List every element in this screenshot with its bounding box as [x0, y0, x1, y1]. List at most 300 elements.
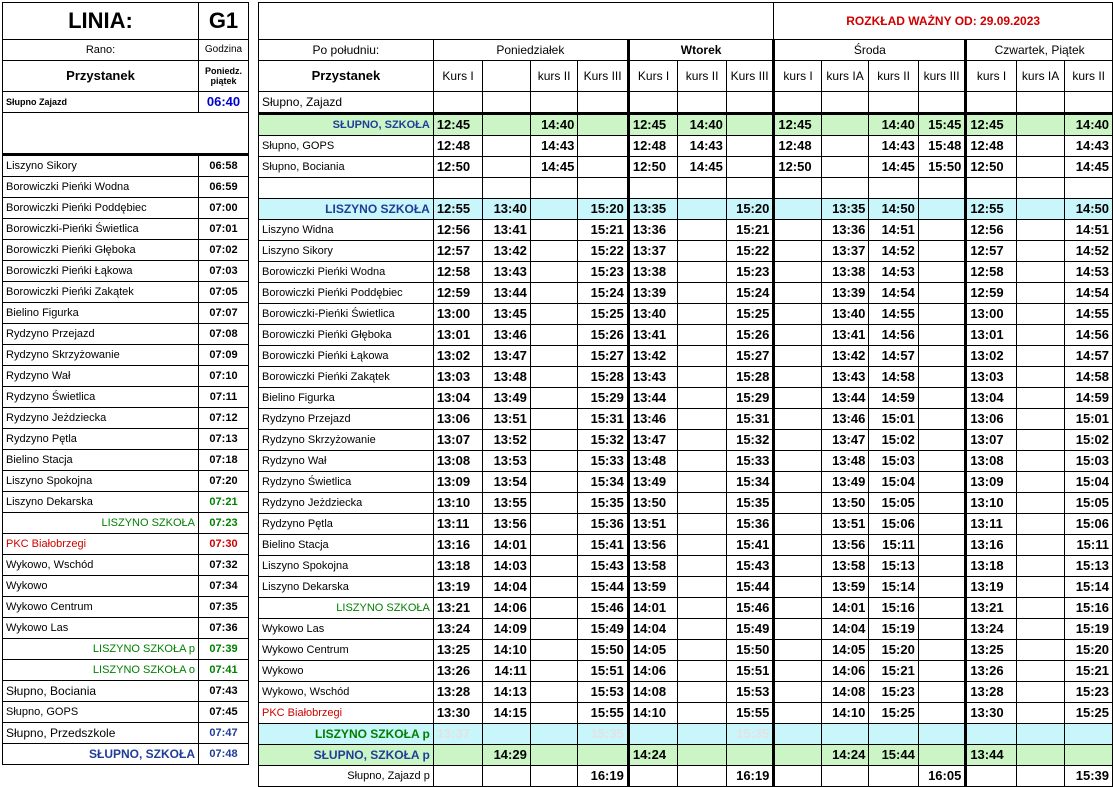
time-cell [821, 724, 868, 745]
time-cell: 13:07 [966, 430, 1017, 451]
time-cell: 13:40 [821, 304, 868, 325]
time-cell [678, 493, 727, 514]
left-row [3, 534, 249, 555]
time-cell: 14:55 [869, 304, 919, 325]
time-cell: 14:05 [821, 640, 868, 661]
time-cell: 13:21 [966, 598, 1017, 619]
time-cell [678, 577, 727, 598]
stop-name: LISZYNO SZKOŁA [259, 598, 434, 619]
time-cell: 15:25 [1065, 703, 1113, 724]
stop-name: Borowiczki Pieńki Poddębiec [259, 283, 434, 304]
time-cell: 14:10 [483, 640, 530, 661]
stop-name: Rydzyno Jeżdziecka [259, 493, 434, 514]
time-cell [918, 556, 965, 577]
time-cell: 12:48 [966, 136, 1017, 157]
time-cell [678, 703, 727, 724]
time-cell: 15:50 [918, 157, 965, 178]
time-cell [774, 283, 821, 304]
time-cell [774, 472, 821, 493]
stop-time: 06:59 [199, 177, 249, 198]
time-cell: 12:48 [628, 136, 678, 157]
time-cell [1016, 92, 1065, 114]
time-cell: 13:51 [628, 514, 678, 535]
stop-name: Borowiczki-Pieńki Świetlica [259, 304, 434, 325]
left-row [3, 219, 249, 240]
time-cell: 15:04 [869, 472, 919, 493]
time-cell [433, 178, 483, 199]
time-cell [966, 724, 1017, 745]
time-cell: 13:47 [628, 430, 678, 451]
time-cell: 13:44 [483, 283, 530, 304]
time-cell: 13:43 [628, 367, 678, 388]
time-cell: 12:48 [433, 136, 483, 157]
time-cell: 15:44 [726, 577, 773, 598]
time-cell [1016, 766, 1065, 787]
time-cell: 13:59 [821, 577, 868, 598]
time-cell: 13:46 [821, 409, 868, 430]
time-cell [1016, 367, 1065, 388]
time-cell: 14:57 [1065, 346, 1113, 367]
time-cell: 14:43 [869, 136, 919, 157]
time-cell [1016, 703, 1065, 724]
time-cell [1016, 745, 1065, 766]
time-cell: 12:57 [433, 241, 483, 262]
stop-name: Wykowo Las [259, 619, 434, 640]
time-cell [678, 262, 727, 283]
time-cell [918, 535, 965, 556]
time-cell [530, 241, 577, 262]
time-cell: 15:27 [578, 346, 629, 367]
time-cell [774, 577, 821, 598]
time-cell: 15:44 [869, 745, 919, 766]
time-cell: 13:36 [628, 220, 678, 241]
time-cell [774, 92, 821, 114]
time-cell: 15:16 [869, 598, 919, 619]
time-cell [1016, 136, 1065, 157]
stop-name: Słupno, GOPS [259, 136, 434, 157]
time-cell [1065, 724, 1113, 745]
left-row [3, 92, 249, 113]
time-cell: 13:41 [821, 325, 868, 346]
time-cell: 14:57 [869, 346, 919, 367]
time-cell: 13:35 [821, 199, 868, 220]
stop-name [259, 178, 434, 199]
time-cell: 14:50 [869, 199, 919, 220]
stop-time: 07:08 [199, 324, 249, 345]
stop-name: Bielino Stacja [259, 535, 434, 556]
time-cell: 15:35 [578, 493, 629, 514]
time-cell: 14:10 [628, 703, 678, 724]
time-cell [678, 241, 727, 262]
time-cell [483, 136, 530, 157]
time-cell: 13:26 [433, 661, 483, 682]
time-cell: 14:10 [821, 703, 868, 724]
time-cell: 14:09 [483, 619, 530, 640]
stop-time: 07:47 [199, 723, 249, 744]
time-cell [821, 766, 868, 787]
time-cell: 15:01 [869, 409, 919, 430]
afternoon-timetable [258, 2, 1113, 787]
right-row [259, 40, 1113, 61]
time-cell: 15:45 [918, 114, 965, 136]
time-cell [530, 682, 577, 703]
time-cell: 14:59 [869, 388, 919, 409]
time-cell: 13:39 [821, 283, 868, 304]
time-cell: 13:58 [821, 556, 868, 577]
time-cell: 13:44 [966, 745, 1017, 766]
time-cell [433, 766, 483, 787]
time-cell [1016, 598, 1065, 619]
time-cell: 15:03 [1065, 451, 1113, 472]
time-cell: 13:18 [966, 556, 1017, 577]
time-cell: 15:19 [869, 619, 919, 640]
time-cell [530, 661, 577, 682]
time-cell: 15:36 [578, 514, 629, 535]
time-cell: 15:20 [869, 640, 919, 661]
time-cell: 13:38 [821, 262, 868, 283]
time-cell: 12:45 [433, 114, 483, 136]
kurs-header: kurs IA [821, 61, 868, 92]
time-cell [433, 92, 483, 114]
left-row [3, 177, 249, 198]
time-cell [774, 367, 821, 388]
time-cell [918, 703, 965, 724]
day-header: Wtorek [628, 40, 774, 61]
time-cell [1016, 325, 1065, 346]
time-cell [530, 619, 577, 640]
kurs-header: kurs II [869, 61, 919, 92]
time-cell [774, 598, 821, 619]
stop-time: 07:20 [199, 471, 249, 492]
time-cell: 14:40 [530, 114, 577, 136]
time-cell: 13:48 [483, 367, 530, 388]
time-cell [1016, 346, 1065, 367]
time-cell: 13:39 [628, 283, 678, 304]
time-cell [966, 766, 1017, 787]
time-cell: 14:11 [483, 661, 530, 682]
time-cell [678, 92, 727, 114]
time-cell: 12:58 [966, 262, 1017, 283]
time-cell: 14:24 [628, 745, 678, 766]
time-cell: 14:50 [1065, 199, 1113, 220]
left-row [3, 408, 249, 429]
time-cell: 13:26 [966, 661, 1017, 682]
time-cell [1016, 241, 1065, 262]
stop-name: LISZYNO SZKOŁA p [259, 724, 434, 745]
left-row [3, 198, 249, 219]
stop-time: 07:12 [199, 408, 249, 429]
time-cell [774, 409, 821, 430]
time-cell [774, 661, 821, 682]
kurs-header: Kurs III [578, 61, 629, 92]
stop-name: Rydzyno Świetlica [259, 472, 434, 493]
stop-time: 07:35 [199, 597, 249, 618]
time-cell: 13:53 [483, 451, 530, 472]
time-cell [483, 92, 530, 114]
time-cell: 13:52 [483, 430, 530, 451]
left-row [3, 61, 249, 92]
time-cell: 15:29 [578, 388, 629, 409]
time-cell: 12:59 [433, 283, 483, 304]
time-cell: 15:19 [1065, 619, 1113, 640]
time-cell: 15:11 [1065, 535, 1113, 556]
time-cell [628, 178, 678, 199]
time-cell [1016, 682, 1065, 703]
time-cell [530, 220, 577, 241]
stop-name: Rydzyno Przejazd [3, 324, 199, 345]
time-cell [1016, 451, 1065, 472]
first-stop-name: Słupno, Zajazd [259, 92, 434, 114]
time-cell: 14:08 [821, 682, 868, 703]
time-cell [530, 556, 577, 577]
time-cell: 15:26 [726, 325, 773, 346]
time-cell: 15:32 [726, 430, 773, 451]
time-cell: 13:48 [628, 451, 678, 472]
time-cell: 13:50 [821, 493, 868, 514]
time-cell: 13:21 [433, 598, 483, 619]
time-cell: 15:14 [1065, 577, 1113, 598]
time-cell [530, 283, 577, 304]
time-cell: 14:06 [821, 661, 868, 682]
right-row [259, 283, 1113, 304]
time-cell [774, 514, 821, 535]
time-cell [869, 178, 919, 199]
stop-time: 07:00 [199, 198, 249, 219]
right-row [259, 241, 1113, 262]
time-cell: 13:49 [628, 472, 678, 493]
time-cell: 15:33 [726, 451, 773, 472]
stop-name: Borowiczki-Pieńki Świetlica [3, 219, 199, 240]
stop-name: LISZYNO SZKOŁA p [3, 639, 199, 660]
kurs-header: kurs II [530, 61, 577, 92]
time-cell: 12:45 [966, 114, 1017, 136]
stop-name: Liszyno Dekarska [259, 577, 434, 598]
stop-name: Rydzyno Przejazd [259, 409, 434, 430]
time-cell: 15:23 [726, 262, 773, 283]
stop-time: 07:18 [199, 450, 249, 471]
stop-name: PKC Białobrzegi [3, 534, 199, 555]
time-cell: 14:45 [530, 157, 577, 178]
time-cell [1016, 619, 1065, 640]
time-cell: 13:02 [433, 346, 483, 367]
left-row [3, 324, 249, 345]
stop-name: Wykowo, Wschód [3, 555, 199, 576]
time-cell [530, 367, 577, 388]
time-cell: 13:40 [483, 199, 530, 220]
time-cell: 15:46 [578, 598, 629, 619]
time-cell [1016, 409, 1065, 430]
right-row [259, 682, 1113, 703]
time-cell [774, 682, 821, 703]
time-cell: 13:40 [628, 304, 678, 325]
time-cell [774, 262, 821, 283]
stop-name: Borowiczki Pieńki Łąkowa [3, 261, 199, 282]
time-cell: 15:51 [726, 661, 773, 682]
time-cell [918, 283, 965, 304]
time-cell: 13:16 [433, 535, 483, 556]
time-cell: 13:50 [628, 493, 678, 514]
time-cell: 13:11 [433, 514, 483, 535]
stop-time: 07:13 [199, 429, 249, 450]
time-cell [774, 556, 821, 577]
stop-name: Borowiczki Pieńki Zakątek [259, 367, 434, 388]
left-row [3, 387, 249, 408]
stop-time: 07:30 [199, 534, 249, 555]
time-cell [774, 241, 821, 262]
time-cell [678, 598, 727, 619]
stop-name: Rydzyno Świetlica [3, 387, 199, 408]
stop-time: 07:05 [199, 282, 249, 303]
time-cell: 15:53 [578, 682, 629, 703]
day-header: Czwartek, Piątek [966, 40, 1113, 61]
stop-time: 07:03 [199, 261, 249, 282]
time-cell: 13:36 [821, 220, 868, 241]
time-cell: 15:43 [726, 556, 773, 577]
time-cell: 15:41 [726, 535, 773, 556]
right-row [259, 157, 1113, 178]
stop-time: 07:41 [199, 660, 249, 681]
time-cell [918, 325, 965, 346]
time-cell [918, 367, 965, 388]
time-cell: 14:01 [483, 535, 530, 556]
time-cell [918, 92, 965, 114]
right-row [259, 304, 1113, 325]
time-cell [628, 724, 678, 745]
kurs-header: kurs I [966, 61, 1017, 92]
time-cell [869, 92, 919, 114]
time-cell: 13:38 [628, 262, 678, 283]
time-cell [774, 493, 821, 514]
spacer-cell [3, 113, 249, 155]
time-cell [1016, 178, 1065, 199]
time-cell: 13:10 [433, 493, 483, 514]
time-cell: 15:27 [726, 346, 773, 367]
stop-name: Rydzyno Pętla [3, 429, 199, 450]
time-cell [678, 220, 727, 241]
time-cell: 15:06 [869, 514, 919, 535]
time-cell: 15:36 [726, 514, 773, 535]
kurs-header: Kurs I [433, 61, 483, 92]
time-cell [774, 430, 821, 451]
time-cell: 14:06 [628, 661, 678, 682]
time-cell: 14:45 [869, 157, 919, 178]
time-cell: 13:08 [966, 451, 1017, 472]
time-cell [530, 199, 577, 220]
right-row [259, 92, 1113, 114]
time-cell: 13:43 [821, 367, 868, 388]
time-cell: 13:56 [628, 535, 678, 556]
time-cell [530, 577, 577, 598]
time-cell [530, 493, 577, 514]
time-cell: 13:59 [628, 577, 678, 598]
time-cell [918, 262, 965, 283]
time-cell: 15:11 [869, 535, 919, 556]
time-cell [774, 703, 821, 724]
time-cell [578, 92, 629, 114]
time-cell: 12:56 [966, 220, 1017, 241]
time-cell: 13:04 [433, 388, 483, 409]
time-cell: 15:02 [1065, 430, 1113, 451]
linia-label: LINIA: [3, 3, 199, 40]
time-cell [678, 682, 727, 703]
time-cell [530, 92, 577, 114]
time-cell: 13:28 [966, 682, 1017, 703]
time-cell: 14:40 [678, 114, 727, 136]
left-row [3, 3, 249, 40]
time-cell: 15:32 [578, 430, 629, 451]
stop-name: Borowiczki Pieńki Łąkowa [259, 346, 434, 367]
time-cell [530, 304, 577, 325]
right-row [259, 325, 1113, 346]
time-cell: 14:15 [483, 703, 530, 724]
time-cell [1016, 724, 1065, 745]
time-cell: 13:08 [433, 451, 483, 472]
first-stop-time: 06:40 [199, 92, 249, 113]
time-cell [678, 304, 727, 325]
time-cell [918, 241, 965, 262]
left-row [3, 113, 249, 155]
time-cell: 15:14 [869, 577, 919, 598]
time-cell [821, 157, 868, 178]
time-cell: 13:58 [628, 556, 678, 577]
time-cell [821, 136, 868, 157]
stop-time: 07:01 [199, 219, 249, 240]
stop-time: 06:58 [199, 155, 249, 177]
time-cell: 15:50 [726, 640, 773, 661]
stop-time: 07:09 [199, 345, 249, 366]
time-cell: 15:20 [726, 199, 773, 220]
kurs-header: kurs IA [1016, 61, 1065, 92]
time-cell: 14:43 [1065, 136, 1113, 157]
time-cell: 14:51 [869, 220, 919, 241]
time-cell: 13:24 [966, 619, 1017, 640]
time-cell [678, 724, 727, 745]
time-cell [530, 451, 577, 472]
time-cell [628, 92, 678, 114]
time-cell [1065, 92, 1113, 114]
time-cell [1065, 178, 1113, 199]
kurs-header: kurs III [918, 61, 965, 92]
time-cell [1016, 262, 1065, 283]
time-cell [726, 157, 773, 178]
time-cell [530, 388, 577, 409]
time-cell [966, 178, 1017, 199]
time-cell: 12:59 [966, 283, 1017, 304]
left-row [3, 660, 249, 681]
right-row [259, 3, 1113, 40]
time-cell [1016, 661, 1065, 682]
kurs-header: kurs II [678, 61, 727, 92]
right-row [259, 472, 1113, 493]
afternoon-label: Po południu: [259, 40, 434, 61]
time-cell [918, 493, 965, 514]
time-cell: 14:45 [1065, 157, 1113, 178]
time-cell [918, 724, 965, 745]
time-cell: 14:55 [1065, 304, 1113, 325]
time-cell [678, 283, 727, 304]
valid-label: ROZKŁAD WAŻNY OD: 29.09.2023 [774, 3, 1113, 40]
time-cell [1016, 640, 1065, 661]
time-cell: 15:46 [726, 598, 773, 619]
stop-name: Słupno, Zajazd p [259, 766, 434, 787]
time-cell [774, 346, 821, 367]
time-cell: 15:24 [578, 283, 629, 304]
time-cell: 15:21 [869, 661, 919, 682]
time-cell: 15:23 [1065, 682, 1113, 703]
time-cell [918, 577, 965, 598]
time-cell: 12:50 [774, 157, 821, 178]
time-cell: 14:43 [530, 136, 577, 157]
